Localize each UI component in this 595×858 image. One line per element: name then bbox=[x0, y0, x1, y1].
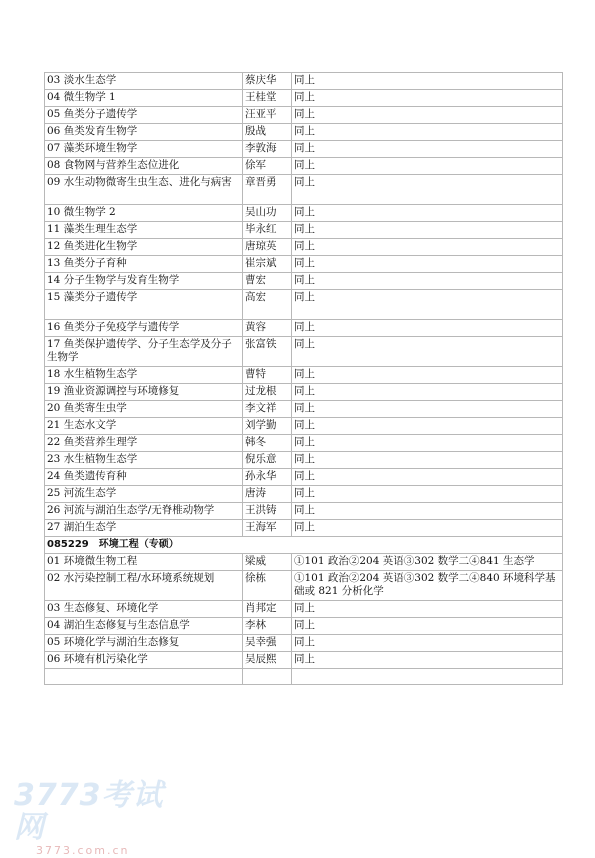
table-row bbox=[45, 290, 563, 320]
direction-cell: 04 湖泊生态修复与生态信息学 bbox=[45, 618, 243, 635]
table-row bbox=[45, 222, 563, 239]
exam-cell: 同上 bbox=[292, 618, 563, 635]
exam-cell: 同上 bbox=[292, 452, 563, 469]
advisor-cell: 毕永红 bbox=[243, 222, 292, 239]
advisor-cell: 曹宏 bbox=[243, 273, 292, 290]
exam-cell: 同上 bbox=[292, 205, 563, 222]
table-body-env-eng bbox=[45, 554, 563, 669]
direction-cell: 11 藻类生理生态学 bbox=[45, 222, 243, 239]
exam-cell: 同上 bbox=[292, 141, 563, 158]
direction-cell: 19 渔业资源调控与环境修复 bbox=[45, 384, 243, 401]
exam-cell: 同上 bbox=[292, 290, 563, 320]
exam-cell: 同上 bbox=[292, 158, 563, 175]
exam-cell: 同上 bbox=[292, 469, 563, 486]
direction-cell: 24 鱼类遗传育种 bbox=[45, 469, 243, 486]
direction-cell: 23 水生植物生态学 bbox=[45, 452, 243, 469]
advisor-cell: 王海军 bbox=[243, 520, 292, 537]
advisor-cell: 俆军 bbox=[243, 158, 292, 175]
direction-cell: 17 鱼类保护遗传学、分子生态学及分子生物学 bbox=[45, 337, 243, 367]
exam-cell: 同上 bbox=[292, 124, 563, 141]
watermark-logo: 3773考试网 bbox=[14, 778, 164, 845]
exam-cell: 同上 bbox=[292, 73, 563, 90]
advisor-cell: 唐涛 bbox=[243, 486, 292, 503]
advisor-cell: 吴幸强 bbox=[243, 635, 292, 652]
empty-cell bbox=[243, 669, 292, 685]
direction-cell: 21 生态水文学 bbox=[45, 418, 243, 435]
advisor-cell: 崔宗斌 bbox=[243, 256, 292, 273]
table-row bbox=[45, 158, 563, 175]
advisor-cell: 吴辰熙 bbox=[243, 652, 292, 669]
exam-cell: 同上 bbox=[292, 175, 563, 205]
table-row bbox=[45, 337, 563, 367]
table-row bbox=[45, 618, 563, 635]
empty-cell bbox=[292, 669, 563, 685]
direction-cell: 01 环境微生物工程 bbox=[45, 554, 243, 571]
exam-cell: 同上 bbox=[292, 384, 563, 401]
exam-cell: 同上 bbox=[292, 256, 563, 273]
direction-cell: 05 环境化学与湖泊生态修复 bbox=[45, 635, 243, 652]
exam-cell: 同上 bbox=[292, 320, 563, 337]
exam-cell: 同上 bbox=[292, 503, 563, 520]
direction-cell: 26 河流与湖泊生态学/无脊椎动物学 bbox=[45, 503, 243, 520]
advisor-cell: 蔡庆华 bbox=[243, 73, 292, 90]
exam-cell: 同上 bbox=[292, 337, 563, 367]
section-title: 085229 环境工程（专硕） bbox=[45, 537, 563, 554]
direction-cell: 06 鱼类发育生物学 bbox=[45, 124, 243, 141]
direction-cell: 22 鱼类营养生理学 bbox=[45, 435, 243, 452]
table-row bbox=[45, 384, 563, 401]
table-row bbox=[45, 452, 563, 469]
direction-cell: 10 微生物学 2 bbox=[45, 205, 243, 222]
advisor-cell: 刘学勤 bbox=[243, 418, 292, 435]
table-body-directions bbox=[45, 73, 563, 537]
advisor-cell: 汪亚平 bbox=[243, 107, 292, 124]
empty-cell bbox=[45, 669, 243, 685]
section-header-row bbox=[45, 537, 563, 554]
direction-cell: 25 河流生态学 bbox=[45, 486, 243, 503]
advisor-cell: 倪乐意 bbox=[243, 452, 292, 469]
exam-cell: 同上 bbox=[292, 401, 563, 418]
advisor-cell: 李文祥 bbox=[243, 401, 292, 418]
table-row bbox=[45, 571, 563, 601]
exam-cell: 同上 bbox=[292, 601, 563, 618]
table-row bbox=[45, 401, 563, 418]
table-row bbox=[45, 141, 563, 158]
advisor-cell: 张富铁 bbox=[243, 337, 292, 367]
table-row bbox=[45, 554, 563, 571]
table-row bbox=[45, 107, 563, 124]
advisor-cell: 李敦海 bbox=[243, 141, 292, 158]
direction-cell: 12 鱼类进化生物学 bbox=[45, 239, 243, 256]
exam-cell: 同上 bbox=[292, 652, 563, 669]
exam-cell: 同上 bbox=[292, 486, 563, 503]
advisor-cell: 黄容 bbox=[243, 320, 292, 337]
direction-cell: 02 水污染控制工程/水环境系统规划 bbox=[45, 571, 243, 601]
direction-cell: 18 水生植物生态学 bbox=[45, 367, 243, 384]
site-watermark bbox=[14, 780, 174, 858]
exam-cell: 同上 bbox=[292, 239, 563, 256]
exam-cell: 同上 bbox=[292, 273, 563, 290]
direction-cell: 03 生态修复、环境化学 bbox=[45, 601, 243, 618]
table-row bbox=[45, 486, 563, 503]
direction-cell: 06 环境有机污染化学 bbox=[45, 652, 243, 669]
direction-cell: 16 鱼类分子免疫学与遗传学 bbox=[45, 320, 243, 337]
table-row bbox=[45, 601, 563, 618]
direction-cell: 07 藻类环境生物学 bbox=[45, 141, 243, 158]
table-row bbox=[45, 90, 563, 107]
exam-cell: 同上 bbox=[292, 367, 563, 384]
direction-cell: 20 鱼类寄生虫学 bbox=[45, 401, 243, 418]
table-row bbox=[45, 520, 563, 537]
advisor-cell: 殷战 bbox=[243, 124, 292, 141]
direction-cell: 03 淡水生态学 bbox=[45, 73, 243, 90]
table-row-empty bbox=[45, 669, 563, 685]
direction-cell: 27 湖泊生态学 bbox=[45, 520, 243, 537]
exam-cell: 同上 bbox=[292, 418, 563, 435]
table-row bbox=[45, 652, 563, 669]
advisor-cell: 曹特 bbox=[243, 367, 292, 384]
direction-cell: 05 鱼类分子遗传学 bbox=[45, 107, 243, 124]
exam-cell: 同上 bbox=[292, 635, 563, 652]
table-row bbox=[45, 469, 563, 486]
table-row bbox=[45, 256, 563, 273]
table-row bbox=[45, 503, 563, 520]
direction-cell: 13 鱼类分子育种 bbox=[45, 256, 243, 273]
exam-cell: 同上 bbox=[292, 107, 563, 124]
advisor-cell: 李林 bbox=[243, 618, 292, 635]
table-row bbox=[45, 205, 563, 222]
advisor-cell: 吴山功 bbox=[243, 205, 292, 222]
advisor-cell: 肖邦定 bbox=[243, 601, 292, 618]
exam-cell: ①101 政治②204 英语③302 数学二④840 环境科学基础或 821 分析化学 bbox=[292, 571, 563, 601]
table-row bbox=[45, 175, 563, 205]
table-row bbox=[45, 273, 563, 290]
direction-cell: 04 微生物学 1 bbox=[45, 90, 243, 107]
exam-cell: 同上 bbox=[292, 520, 563, 537]
table-row bbox=[45, 367, 563, 384]
exam-cell: 同上 bbox=[292, 222, 563, 239]
program-table bbox=[44, 72, 563, 685]
advisor-cell: 王洪铸 bbox=[243, 503, 292, 520]
exam-cell: ①101 政治②204 英语③302 数学二④841 生态学 bbox=[292, 554, 563, 571]
advisor-cell: 梁威 bbox=[243, 554, 292, 571]
direction-cell: 14 分子生物学与发育生物学 bbox=[45, 273, 243, 290]
exam-cell: 同上 bbox=[292, 435, 563, 452]
table-row bbox=[45, 124, 563, 141]
table-row bbox=[45, 320, 563, 337]
exam-cell: 同上 bbox=[292, 90, 563, 107]
advisor-cell: 韩冬 bbox=[243, 435, 292, 452]
direction-cell: 15 藻类分子遗传学 bbox=[45, 290, 243, 320]
table-row bbox=[45, 239, 563, 256]
table-row bbox=[45, 73, 563, 90]
advisor-cell: 唐琼英 bbox=[243, 239, 292, 256]
table-row bbox=[45, 435, 563, 452]
advisor-cell: 王桂堂 bbox=[243, 90, 292, 107]
table-row bbox=[45, 635, 563, 652]
watermark-url: 3773.com.cn bbox=[36, 844, 130, 857]
advisor-cell: 孙永华 bbox=[243, 469, 292, 486]
advisor-cell: 章晋勇 bbox=[243, 175, 292, 205]
advisor-cell: 徐栋 bbox=[243, 571, 292, 601]
table-row bbox=[45, 418, 563, 435]
direction-cell: 09 水生动物微寄生虫生态、进化与病害 bbox=[45, 175, 243, 205]
direction-cell: 08 食物网与营养生态位进化 bbox=[45, 158, 243, 175]
advisor-cell: 高宏 bbox=[243, 290, 292, 320]
advisor-cell: 过龙根 bbox=[243, 384, 292, 401]
